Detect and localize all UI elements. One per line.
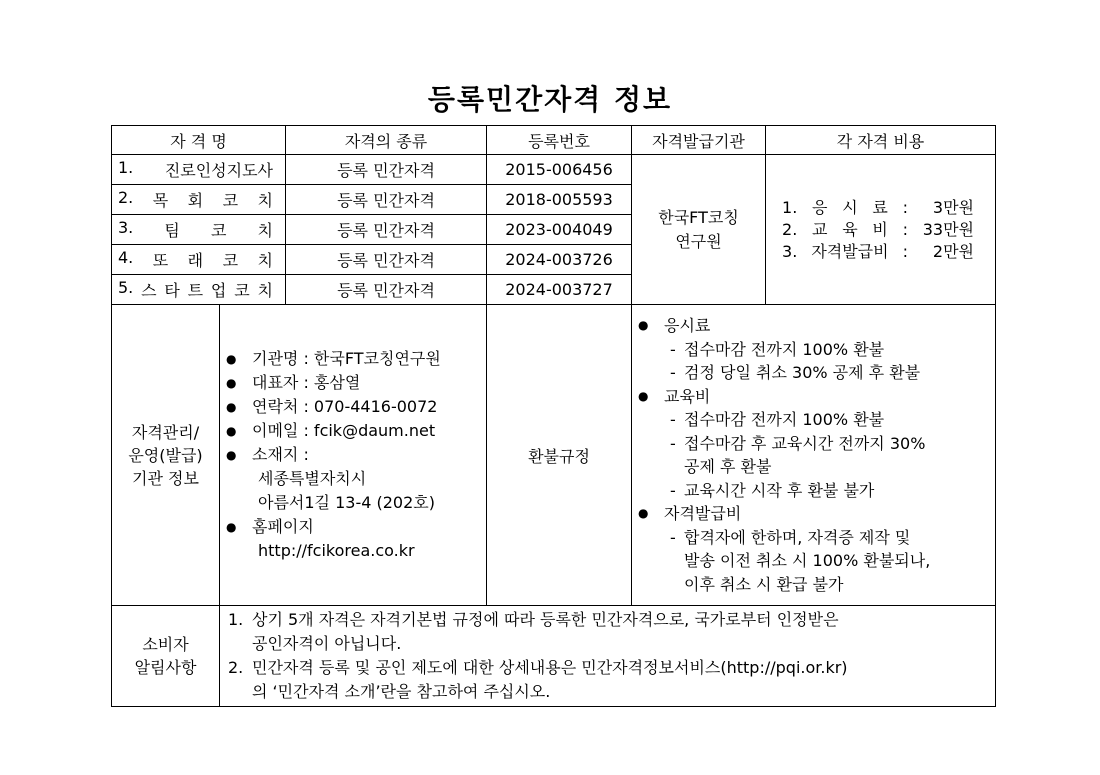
bullet-icon: ● bbox=[638, 388, 649, 403]
qualification-name-part: 타 bbox=[164, 281, 180, 300]
qualification-name-part: 치 bbox=[257, 191, 274, 210]
qualification-number: 3. bbox=[118, 218, 134, 237]
notice-line: 상기 5개 자격은 자격기본법 규정에 따라 등록한 민간자격으로, 국가로부터 인정받은 bbox=[252, 610, 839, 629]
refund-item-text bbox=[684, 338, 884, 362]
qualification-name bbox=[112, 185, 286, 215]
notice-number: 2. bbox=[228, 658, 244, 677]
issuer-line1: 한국FT코칭 bbox=[658, 207, 739, 227]
qualification-name bbox=[112, 155, 286, 185]
refund-section-title bbox=[638, 314, 989, 338]
header-regno: 등록번호 bbox=[487, 126, 632, 155]
refund-item bbox=[638, 361, 989, 385]
cost-cell bbox=[766, 155, 996, 305]
qualification-number: 4. bbox=[118, 248, 134, 267]
refund-item-text bbox=[684, 526, 930, 597]
cost-label bbox=[782, 197, 914, 219]
refund-item-line: 교육시간 시작 후 환불 불가 bbox=[684, 480, 875, 500]
bullet-icon: ● bbox=[638, 506, 649, 520]
qualification-name-part: 트 bbox=[187, 281, 204, 300]
header-issuer: 자격발급기관 bbox=[632, 126, 766, 155]
qualification-regno: 2024-003727 bbox=[487, 275, 632, 305]
cost-number: 2. bbox=[782, 219, 798, 239]
qualification-name bbox=[112, 215, 286, 245]
org-info-label: 자격관리/ 운영(발급) 기관 정보 bbox=[112, 305, 220, 606]
cost-label-part: 육 bbox=[842, 219, 858, 239]
org-info-list bbox=[226, 347, 486, 563]
org-info-extra: 아름서1길 13-4 (202호) bbox=[258, 493, 435, 512]
refund-item-text bbox=[684, 479, 874, 503]
qualification-name-text bbox=[118, 248, 285, 271]
refund-item bbox=[638, 408, 989, 432]
qualification-number: 5. bbox=[118, 278, 134, 297]
bullet-icon: ● bbox=[226, 424, 237, 438]
refund-label: 환불규정 bbox=[487, 305, 632, 606]
refund-section-title bbox=[638, 502, 989, 526]
notice-number: 1. bbox=[228, 610, 244, 629]
notice-label: 소비자 알림사항 bbox=[112, 606, 220, 707]
cost-number: 1. bbox=[782, 197, 798, 217]
qualification-name-part: 치 bbox=[257, 221, 273, 240]
bullet-icon: ● bbox=[226, 448, 237, 462]
org-info-text: 홈페이지 bbox=[252, 517, 314, 536]
notice-text bbox=[252, 656, 848, 704]
refund-section-title bbox=[638, 385, 989, 409]
org-info-text: 연락처 : 070-4416-0072 bbox=[252, 397, 438, 416]
qualification-name-part: 팀 bbox=[164, 221, 180, 240]
cost-colon: : bbox=[902, 219, 909, 239]
qualification-name-text bbox=[118, 158, 285, 181]
notice-cell bbox=[220, 606, 996, 707]
qualification-type: 등록 민간자격 bbox=[286, 245, 487, 275]
org-refund-row bbox=[112, 305, 996, 606]
cost-label bbox=[782, 241, 914, 263]
qualification-name-part: 코 bbox=[234, 281, 250, 300]
qualification-name bbox=[112, 245, 286, 275]
refund-item bbox=[638, 338, 989, 362]
refund-item-text bbox=[684, 361, 920, 385]
qualification-name-part: 코 bbox=[210, 221, 227, 240]
cost-label-part: 시 bbox=[842, 197, 858, 217]
notice-item bbox=[228, 608, 989, 656]
cost-amount: 3만원 bbox=[932, 197, 975, 217]
qualification-number: 1. bbox=[118, 158, 134, 177]
header-name: 자 격 명 bbox=[112, 126, 286, 155]
qualification-name-text bbox=[118, 218, 285, 241]
cost-amount: 2만원 bbox=[932, 241, 975, 261]
qualification-number: 2. bbox=[118, 188, 134, 207]
refund-item bbox=[638, 432, 989, 479]
notice-row bbox=[112, 606, 996, 707]
org-info-item bbox=[226, 515, 486, 539]
header-type: 자격의 종류 bbox=[286, 126, 487, 155]
dash-marker: - bbox=[670, 433, 676, 453]
qualification-regno: 2018-005593 bbox=[487, 185, 632, 215]
cost-label-part: 료 bbox=[872, 197, 888, 217]
refund-list bbox=[638, 314, 989, 596]
cost-amount: 33만원 bbox=[922, 219, 975, 239]
qualification-type: 등록 민간자격 bbox=[286, 185, 487, 215]
refund-item-text bbox=[684, 432, 925, 479]
qualification-name-part: 진로인성지도사 bbox=[164, 161, 274, 180]
issuer-line2: 연구원 bbox=[675, 231, 722, 251]
qualification-name-part: 코 bbox=[222, 251, 239, 270]
org-info-item bbox=[226, 347, 486, 371]
refund-item-line: 접수마감 전까지 100% 환불 bbox=[684, 410, 885, 429]
cost-item bbox=[782, 241, 995, 263]
cost-colon: : bbox=[902, 197, 909, 217]
cost-label-part: 교 bbox=[812, 219, 828, 239]
dash-marker: - bbox=[670, 480, 676, 500]
qualification-info-table bbox=[111, 125, 996, 707]
org-info-text: 대표자 : 홍삼열 bbox=[252, 373, 361, 392]
qualification-regno: 2023-004049 bbox=[487, 215, 632, 245]
refund-item bbox=[638, 526, 989, 597]
org-info-text: 소재지 : bbox=[252, 445, 309, 464]
qualification-type: 등록 민간자격 bbox=[286, 215, 487, 245]
qualification-name-text bbox=[118, 188, 285, 211]
cost-label-part: 자격발급비 bbox=[811, 241, 889, 261]
cost-label bbox=[782, 219, 914, 241]
dash-marker: - bbox=[670, 527, 676, 547]
dash-marker: - bbox=[670, 410, 676, 429]
cost-colon: : bbox=[902, 241, 909, 261]
notice-list bbox=[228, 608, 989, 704]
header-cost: 각 자격 비용 bbox=[766, 126, 996, 155]
org-info-item bbox=[226, 419, 486, 443]
dash-marker: - bbox=[670, 339, 676, 359]
refund-cell bbox=[632, 305, 996, 606]
qualification-name-part: 치 bbox=[257, 251, 274, 270]
qualification-type: 등록 민간자격 bbox=[286, 275, 487, 305]
bullet-icon: ● bbox=[638, 318, 649, 332]
cost-number: 3. bbox=[782, 241, 798, 261]
page-title: 등록민간자격 정보 bbox=[427, 83, 673, 116]
refund-item-line: 합격자에 한하며, 자격증 제작 및 bbox=[684, 527, 911, 547]
qualification-name-text bbox=[118, 278, 285, 301]
cost-label-part: 비 bbox=[872, 219, 888, 239]
org-info-item bbox=[226, 443, 486, 467]
qualification-regno: 2024-003726 bbox=[487, 245, 632, 275]
org-info-text: 이메일 : fcik@daum.net bbox=[252, 421, 436, 440]
cost-list bbox=[782, 197, 995, 263]
qualification-regno: 2015-006456 bbox=[487, 155, 632, 185]
cost-item bbox=[782, 197, 995, 219]
org-info-extra: 세종특별자치시 bbox=[258, 469, 367, 488]
refund-title-text: 응시료 bbox=[664, 316, 711, 335]
qualification-name-part: 코 bbox=[222, 191, 239, 210]
qualification-name bbox=[112, 275, 286, 305]
qualification-name-part: 또 bbox=[152, 251, 169, 270]
notice-line: 민간자격 등록 및 공인 제도에 대한 상세내용은 민간자격정보서비스(http://pqi.or.kr) bbox=[252, 658, 848, 677]
org-info-cell bbox=[220, 305, 487, 606]
bullet-icon: ● bbox=[226, 376, 237, 390]
refund-item-line: 검정 당일 취소 30% 공제 후 환불 bbox=[684, 363, 921, 382]
header-row bbox=[112, 126, 996, 155]
refund-item-line: 접수마감 후 교육시간 전까지 30% bbox=[684, 433, 926, 453]
bullet-icon: ● bbox=[226, 352, 237, 366]
notice-item bbox=[228, 656, 989, 704]
notice-line: 공인자격이 아닙니다. bbox=[252, 634, 402, 653]
bullet-icon: ● bbox=[226, 520, 237, 534]
qualification-name-part: 치 bbox=[257, 281, 273, 300]
refund-item-line: 공제 후 환불 bbox=[684, 457, 772, 476]
issuer-cell bbox=[632, 155, 766, 305]
refund-title-text: 교육비 bbox=[664, 386, 711, 406]
qualification-name-part: 목 bbox=[152, 191, 169, 210]
qualification-name-part: 스 bbox=[141, 281, 157, 300]
refund-item bbox=[638, 479, 989, 503]
cost-item bbox=[782, 219, 995, 241]
org-info-item bbox=[226, 395, 486, 419]
qualification-type: 등록 민간자격 bbox=[286, 155, 487, 185]
org-info-item bbox=[226, 371, 486, 395]
notice-text bbox=[252, 608, 839, 656]
qualification-name-part: 래 bbox=[187, 251, 204, 270]
refund-item-line: 접수마감 전까지 100% 환불 bbox=[684, 339, 885, 359]
notice-line: 의 ‘민간자격 소개’란을 참고하여 주십시오. bbox=[252, 682, 551, 701]
dash-marker: - bbox=[670, 363, 676, 382]
org-info-extra: http://fcikorea.co.kr bbox=[258, 541, 415, 560]
refund-item-line: 이후 취소 시 환급 불가 bbox=[684, 574, 844, 594]
bullet-icon: ● bbox=[226, 400, 237, 414]
table-row bbox=[112, 155, 996, 185]
org-info-text: 기관명 : 한국FT코칭연구원 bbox=[252, 349, 441, 368]
qualification-name-part: 업 bbox=[210, 281, 227, 300]
refund-title-text: 자격발급비 bbox=[664, 504, 742, 523]
refund-item-line: 발송 이전 취소 시 100% 환불되나, bbox=[684, 551, 931, 570]
qualification-name-part: 회 bbox=[187, 191, 204, 210]
cost-label-part: 응 bbox=[812, 197, 828, 217]
refund-item-text bbox=[684, 408, 884, 432]
